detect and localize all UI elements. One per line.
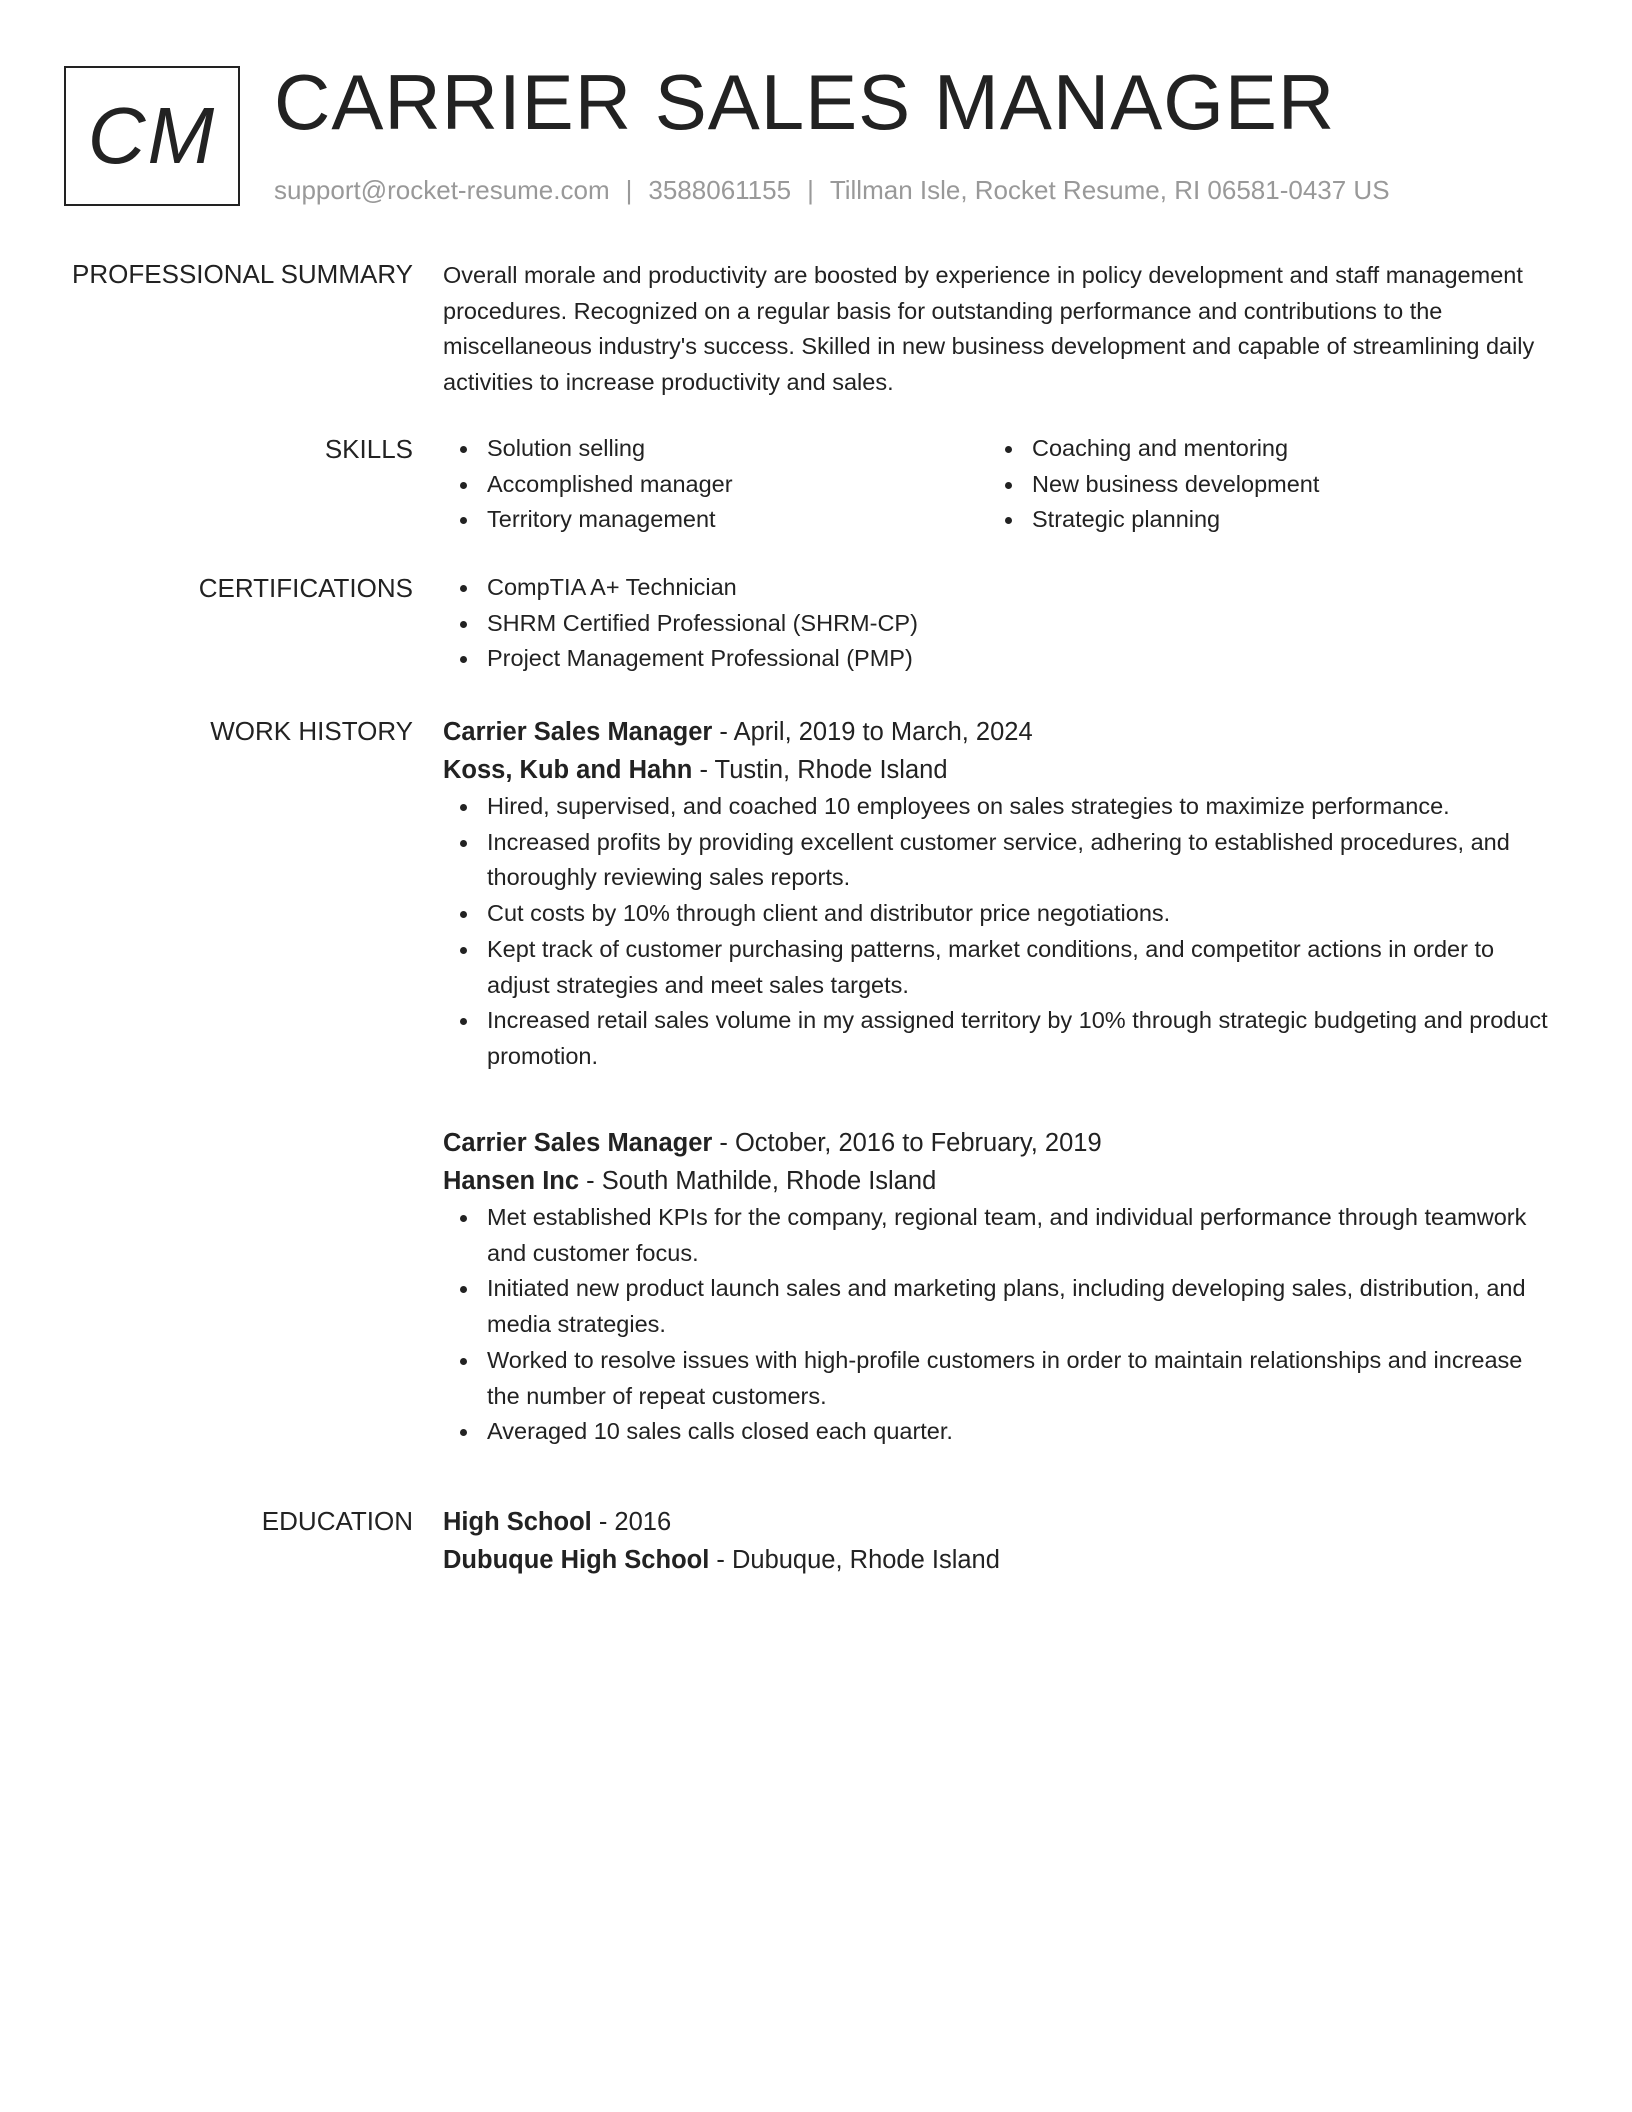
job-company-line [443,1162,1553,1200]
job-entry [443,713,1553,1075]
contact-email: support@rocket-resume.com [274,175,610,205]
job-bullet: Initiated new product launch sales and marketing plans, including developing sales, distribution, and media strategies. [443,1271,1553,1342]
job-dates: - October, 2016 to February, 2019 [712,1129,1102,1157]
contact-separator: | [625,175,633,205]
certification-item: SHRM Certified Professional (SHRM-CP) [443,606,1553,642]
skills-grid [443,431,1553,538]
contact-line [274,173,1390,207]
job-location: - South Mathilde, Rhode Island [579,1167,937,1195]
job-title-line [443,713,1553,751]
skills-column-right [988,431,1533,538]
monogram-initials: CM [87,91,217,180]
certification-item: Project Management Professional (PMP) [443,641,1553,677]
education-body [443,1503,1553,1579]
certification-item: CompTIA A+ Technician [443,570,1553,606]
job-bullet: Hired, supervised, and coached 10 employees on sales strategies to maximize performance. [443,789,1553,825]
education-school-line [443,1541,1553,1579]
section-label-skills: SKILLS [324,434,413,464]
skill-item: Coaching and mentoring [988,431,1533,467]
certifications-body [443,570,1553,677]
education-location: - Dubuque, Rhode Island [709,1546,1000,1574]
job-title: Carrier Sales Manager [443,718,713,746]
summary-text: Overall morale and productivity are boosted by experience in policy development and staff management procedures. Recognized on a regular basis for outstanding performance and contributions to the miscellaneous industry's success. Skilled in new business development and capable of streamlining daily activities to increase productivity and sales. [443,262,1535,396]
job-company-line [443,751,1553,789]
job-bullet: Met established KPIs for the company, regional team, and individual performance through teamwork and customer focus. [443,1200,1553,1271]
contact-address: Tillman Isle, Rocket Resume, RI 06581-0437 US [829,175,1390,205]
skills-body [443,431,1553,538]
contact-separator: | [807,175,814,205]
skill-item: Accomplished manager [443,467,988,503]
skills-column-left [443,431,988,538]
job-bullet: Increased retail sales volume in my assigned territory by 10% through strategic budgeting and product promotion. [443,1003,1553,1074]
skill-item: New business development [988,467,1533,503]
summary-body [443,258,1553,401]
skill-item: Strategic planning [988,502,1533,538]
section-label-certifications: CERTIFICATIONS [198,573,413,603]
job-bullets [443,1200,1553,1450]
section-label-work-history: WORK HISTORY [210,716,413,746]
education-degree-line [443,1503,1553,1541]
job-location: - Tustin, Rhode Island [692,756,948,784]
job-company: Koss, Kub and Hahn [443,756,693,784]
education-year: - 2016 [591,1508,672,1536]
resume-title: CARRIER SALES MANAGER [274,58,1336,146]
job-bullet: Kept track of customer purchasing patterns, market conditions, and competitor actions in order to adjust strategies and meet sales targets. [443,932,1553,1003]
job-title-line [443,1124,1553,1162]
education-school: Dubuque High School [443,1546,710,1574]
monogram-box [64,66,240,206]
job-bullet: Increased profits by providing excellent customer service, adhering to established procedures, and thoroughly reviewing sales reports. [443,825,1553,896]
work-history-body [443,713,1553,1445]
contact-phone: 3588061155 [648,175,792,205]
job-company: Hansen Inc [443,1167,580,1195]
job-dates: - April, 2019 to March, 2024 [712,718,1033,746]
section-label-education: EDUCATION [261,1506,413,1536]
job-bullet: Worked to resolve issues with high-profile customers in order to maintain relationships and increase the number of repeat customers. [443,1343,1553,1414]
job-bullets [443,789,1553,1075]
job-title: Carrier Sales Manager [443,1129,713,1157]
skill-item: Solution selling [443,431,988,467]
section-label-summary: PROFESSIONAL SUMMARY [72,259,413,289]
education-degree: High School [443,1508,592,1536]
certifications-list [443,570,1553,677]
job-bullet: Averaged 10 sales calls closed each quarter. [443,1414,1553,1450]
job-entry [443,1124,1553,1450]
skill-item: Territory management [443,502,988,538]
job-bullet: Cut costs by 10% through client and distributor price negotiations. [443,896,1553,932]
